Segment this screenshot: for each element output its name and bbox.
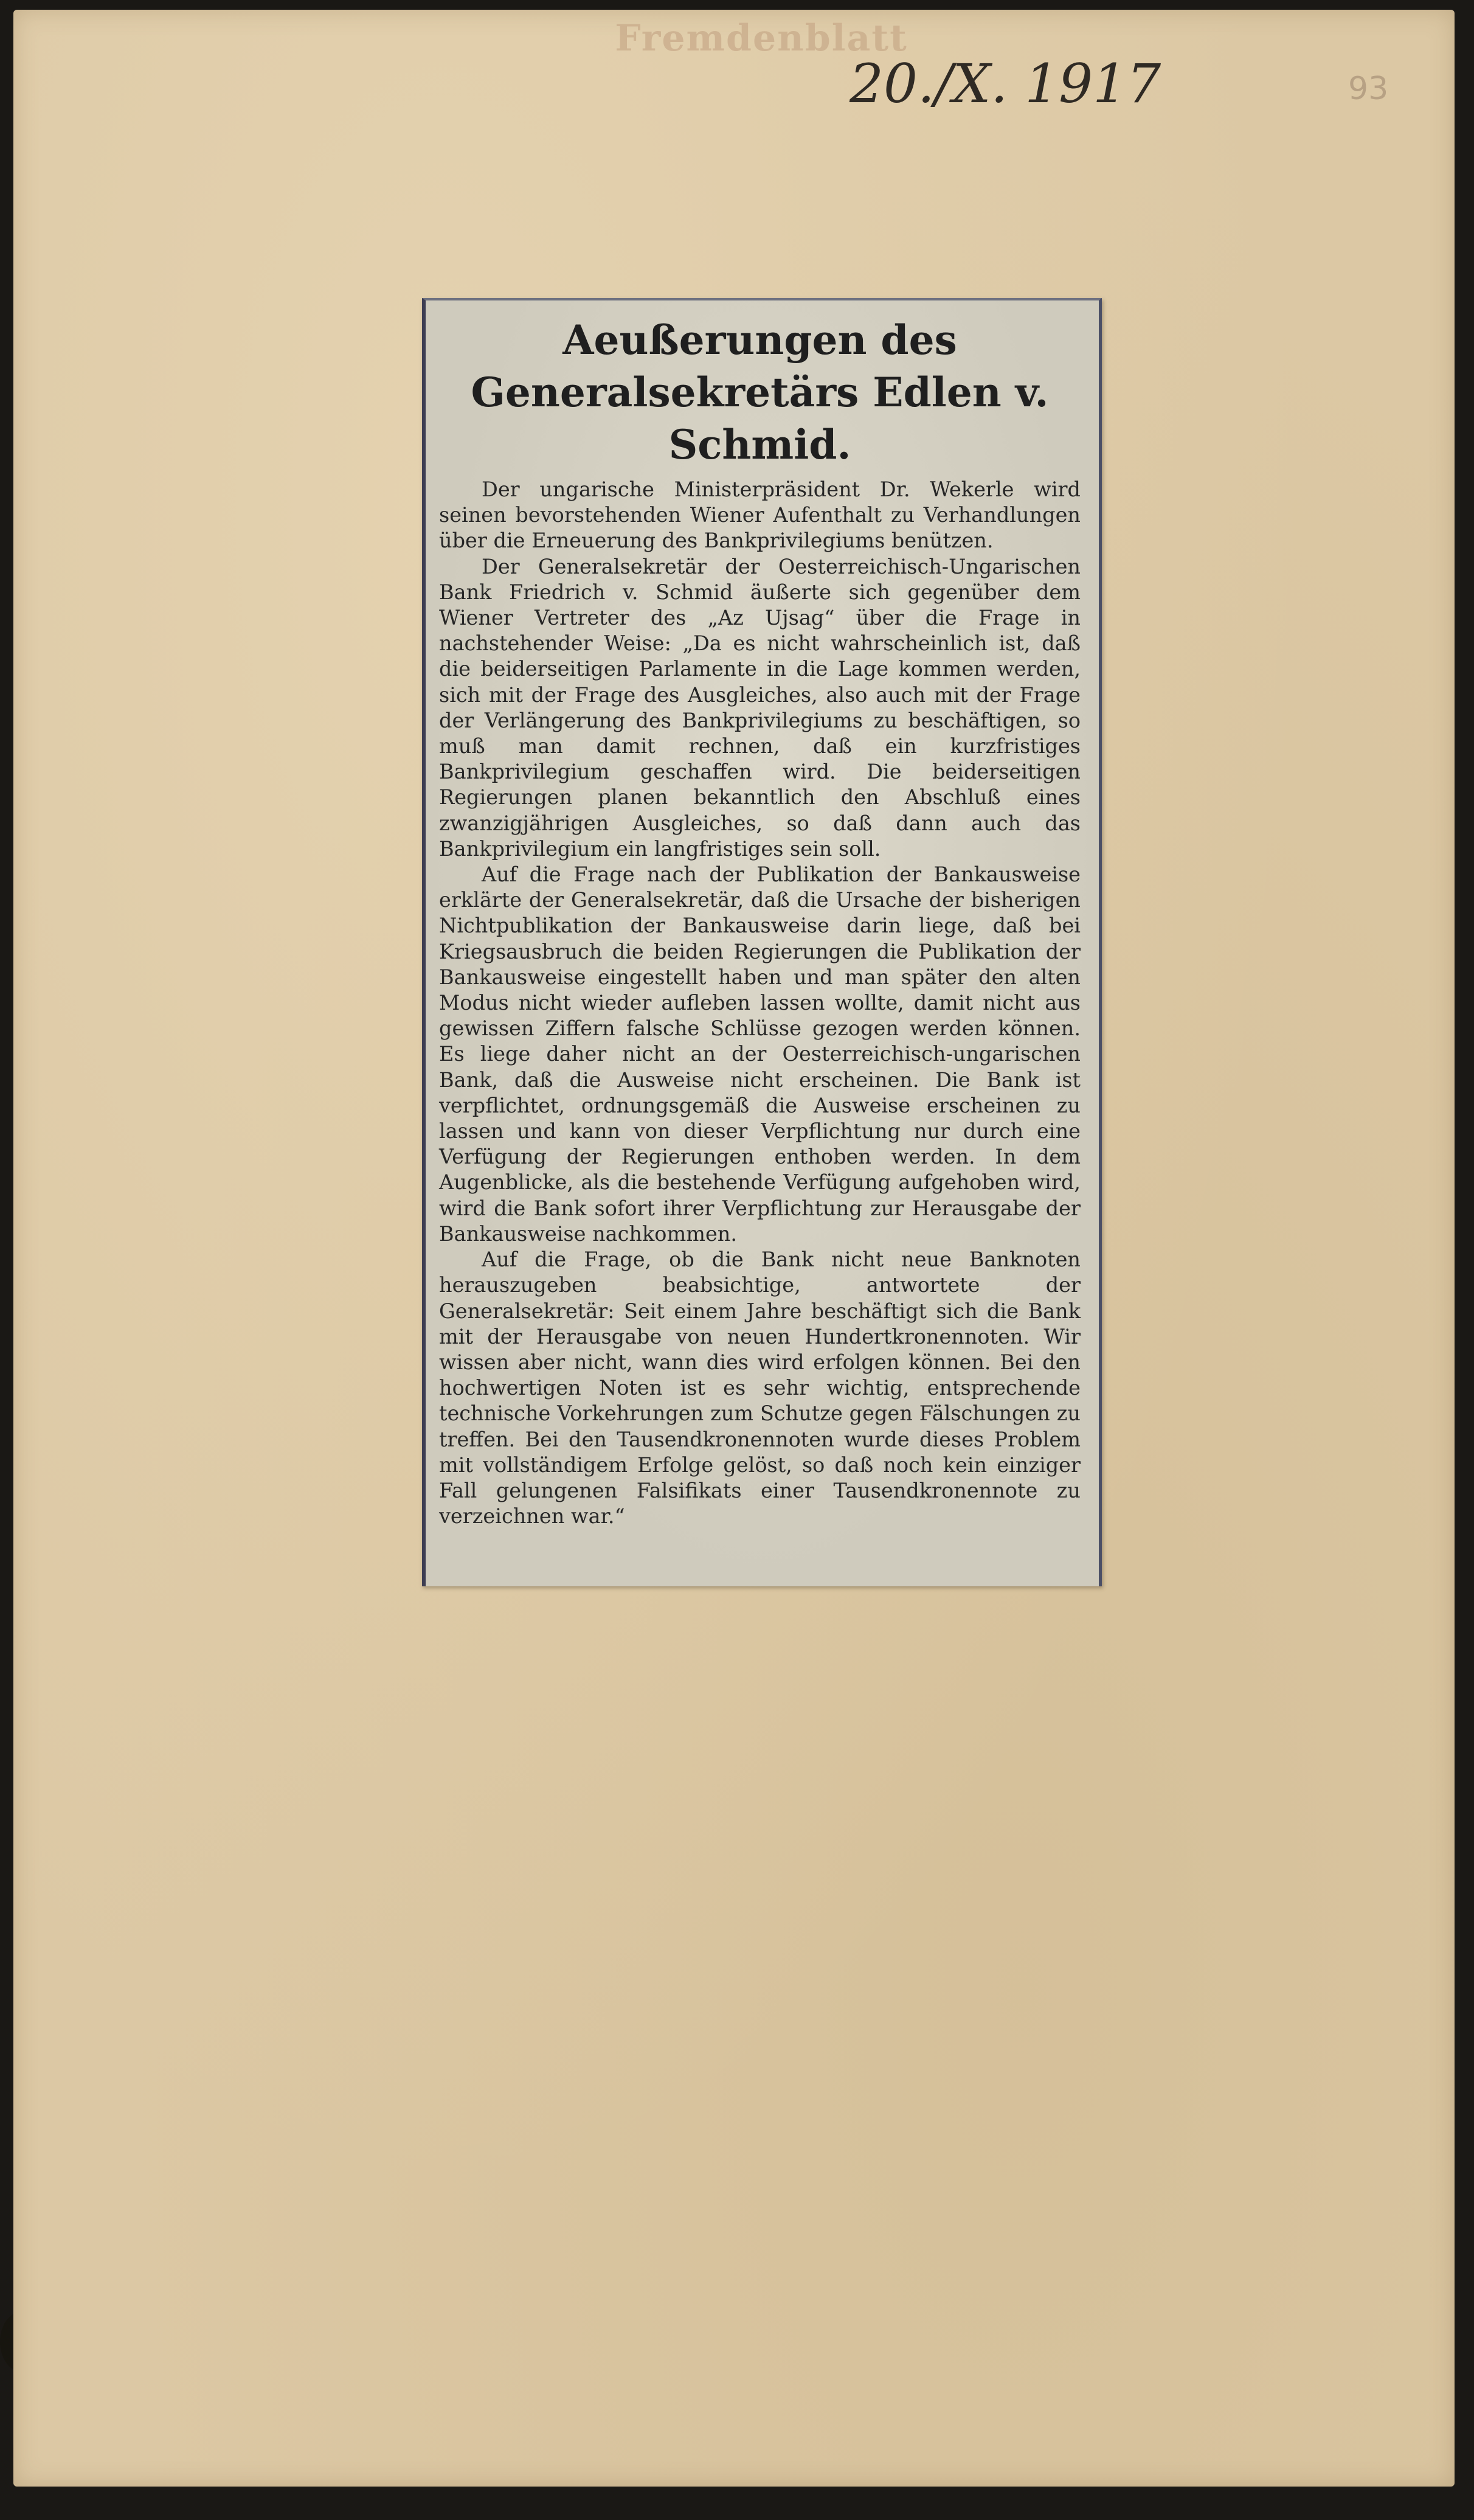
- clipping-paragraph-1: Der ungarische Ministerpräsident Dr. Wekerle wird seinen bevorstehenden Wiener Aufenthalt zu Verhandlungen über die Erneuerung des Bankprivilegiums benützen.: [439, 477, 1081, 553]
- newspaper-clipping: [422, 298, 1102, 1586]
- archive-stamp: Fremdenblatt: [615, 17, 908, 60]
- page-number: 93: [1348, 71, 1389, 107]
- clipping-paragraph-3: Auf die Frage nach der Publikation der Bankausweise erklärte der Generalsekretär, daß die Ursache der bisherigen Nichtpublikation der Bankausweise darin liege, daß bei Kriegsausbruch die beiden Regierungen die Publikation der Bankausweise eingestellt haben und man später den alten Modus nicht wieder aufleben lassen wollte, damit nicht aus gewissen Ziffern falsche Schlüsse gezogen werden können. Es liege daher nicht an der Oesterreichisch-ungarischen Bank, daß die Ausweise nicht erscheinen. Die Bank ist verpflichtet, ordnungsgemäß die Ausweise erscheinen zu lassen und kann von dieser Verpflichtung nur durch eine Verfügung der Regierungen enthoben werden. In dem Augenblicke, als die bestehende Verfügung aufgehoben wird, wird die Bank sofort ihrer Verpflichtung zur Herausgabe der Bankausweise nachkommen.: [439, 863, 1081, 1246]
- clipping-headline: Aeußerungen des Generalsekretärs Edlen v. Schmid.: [471, 316, 1049, 468]
- handwritten-date: 20./X. 1917: [849, 52, 1161, 115]
- clipping-paragraph-4: Auf die Frage, ob die Bank nicht neue Banknoten herauszugeben beabsichtige, antwortete der Generalsekretär: Seit einem Jahre beschäftigt sich die Bank mit der Herausgabe von neuen Hundertkronennoten. Wir wissen aber nicht, wann dies wird erfolgen können. Bei den hochwertigen Noten ist es sehr wichtig, entsprechende technische Vorkehrungen zum Schutze gegen Fälschungen zu treffen. Bei den Tausendkronennoten wurde dieses Problem mit vollständigem Erfolge gelöst, so daß noch kein einziger Fall gelungenen Falsifikats einer Tausendkronennote zu verzeichnen war.“: [439, 1248, 1081, 1529]
- clipping-paragraph-2: Der Generalsekretär der Oesterreichisch-Ungarischen Bank Friedrich v. Schmid äußerte sich gegenüber dem Wiener Vertreter des „Az Ujsag“ über die Frage in nachstehender Weise: „Da es nicht wahrscheinlich ist, daß die beiderseitigen Parlamente in die Lage kommen werden, sich mit der Frage des Ausgleiches, also auch mit der Frage der Verlängerung des Bankprivilegiums zu beschäftigen, so muß man damit rechnen, daß ein kurzfristiges Bankprivilegium geschaffen wird. Die beiderseitigen Regierungen planen bekanntlich den Abschluß eines zwanzigjährigen Ausgleiches, so daß dann auch das Bankprivilegium ein langfristiges sein soll.: [439, 554, 1081, 861]
